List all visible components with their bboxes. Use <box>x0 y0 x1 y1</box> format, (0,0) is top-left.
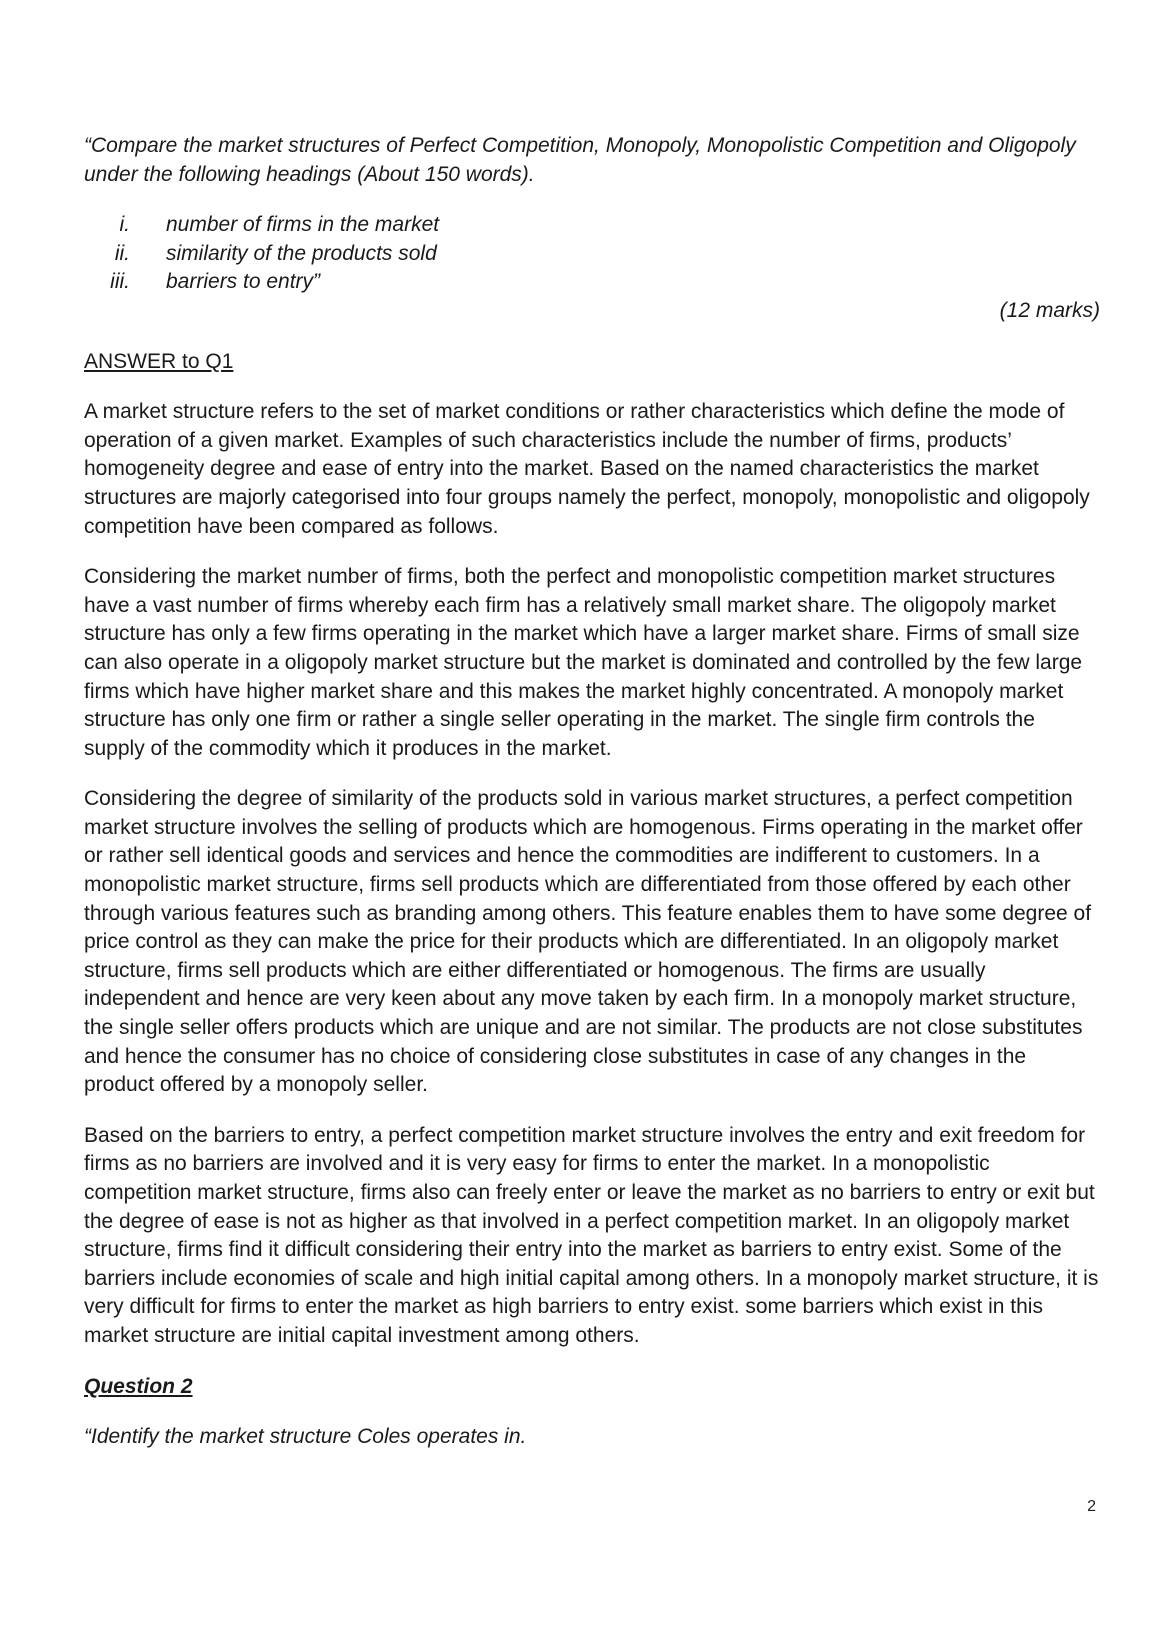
list-item <box>84 211 1100 240</box>
page-number: 2 <box>1087 1498 1096 1515</box>
answer-heading: ANSWER to Q1 <box>84 349 234 373</box>
answer-paragraph: A market structure refers to the set of market conditions or rather characteristics which define the mode of operation of a given market. Examples of such characteristics include the number of firms, products’ homogeneity degree and ease of entry into the market. Based on the named characteristics the market structures are majorly categorised into four groups namely the perfect, monopoly, monopolistic and oligopoly competition have been compared as follows. <box>84 400 1090 538</box>
list-item-number: i. <box>119 213 130 237</box>
answer-paragraph: Based on the barriers to entry, a perfect competition market structure involves the entry and exit freedom for firms as no barriers are involved and it is very easy for firms to enter the market. In a monopolistic competition market structure, firms also can freely enter or leave the market as no barriers to entry or exit but the degree of ease is not as higher as that involved in a perfect competition market. In an oligopoly market structure, firms find it difficult considering their entry into the market as barriers to entry exist. Some of the barriers include economies of scale and high initial capital among others. In a monopoly market structure, it is very difficult for firms to enter the market as high barriers to entry exist. some barriers which exist in this market structure are initial capital investment among others. <box>84 1123 1099 1347</box>
question-1-intro: “Compare the market structures of Perfect Competition, Monopoly, Monopolistic Competition and Oligopoly under the following headings (About 150 words). <box>84 134 1076 186</box>
question-2-heading: Question 2 <box>84 1374 193 1398</box>
marks-label: (12 marks) <box>999 298 1100 322</box>
list-item-text: number of firms in the market <box>166 213 440 237</box>
list-item <box>84 240 1100 269</box>
list-item-text: barriers to entry” <box>166 270 321 294</box>
list-item-number: iii. <box>110 270 130 294</box>
answer-paragraph: Considering the degree of similarity of the products sold in various market structures, a perfect competition market structure involves the selling of products which are homogenous. Firms operating in the market offer or rather sell identical goods and services and hence the commodities are indifferent to customers. In a monopolistic market structure, firms sell products which are differentiated from those offered by each other through various features such as branding among others. This feature enables them to have some degree of price control as they can make the price for their products which are differentiated. In an oligopoly market structure, firms sell products which are either differentiated or homogenous. The firms are usually independent and hence are very keen about any move taken by each firm. In a monopoly market structure, the single seller offers products which are unique and are not similar. The products are not close substitutes and hence the consumer has no choice of considering close substitutes in case of any changes in the product offered by a monopoly seller. <box>84 787 1092 1097</box>
question-1-headings-list <box>84 211 1100 297</box>
document-page <box>84 132 1100 1474</box>
answer-paragraph: Considering the market number of firms, both the perfect and monopolistic competition market structures have a vast number of firms whereby each firm has a relatively small market share. The oligopoly market structure has only a few firms operating in the market which have a larger market share. Firms of small size can also operate in a oligopoly market structure but the market is dominated and controlled by the few large firms which have higher market share and this makes the market highly concentrated. A monopoly market structure has only one firm or rather a single seller operating in the market. The single firm controls the supply of the commodity which it produces in the market. <box>84 565 1083 760</box>
list-item-text: similarity of the products sold <box>166 241 437 265</box>
list-item-number: ii. <box>114 241 130 265</box>
question-2-text: “Identify the market structure Coles operates in. <box>84 1425 527 1449</box>
list-item <box>84 268 1100 297</box>
